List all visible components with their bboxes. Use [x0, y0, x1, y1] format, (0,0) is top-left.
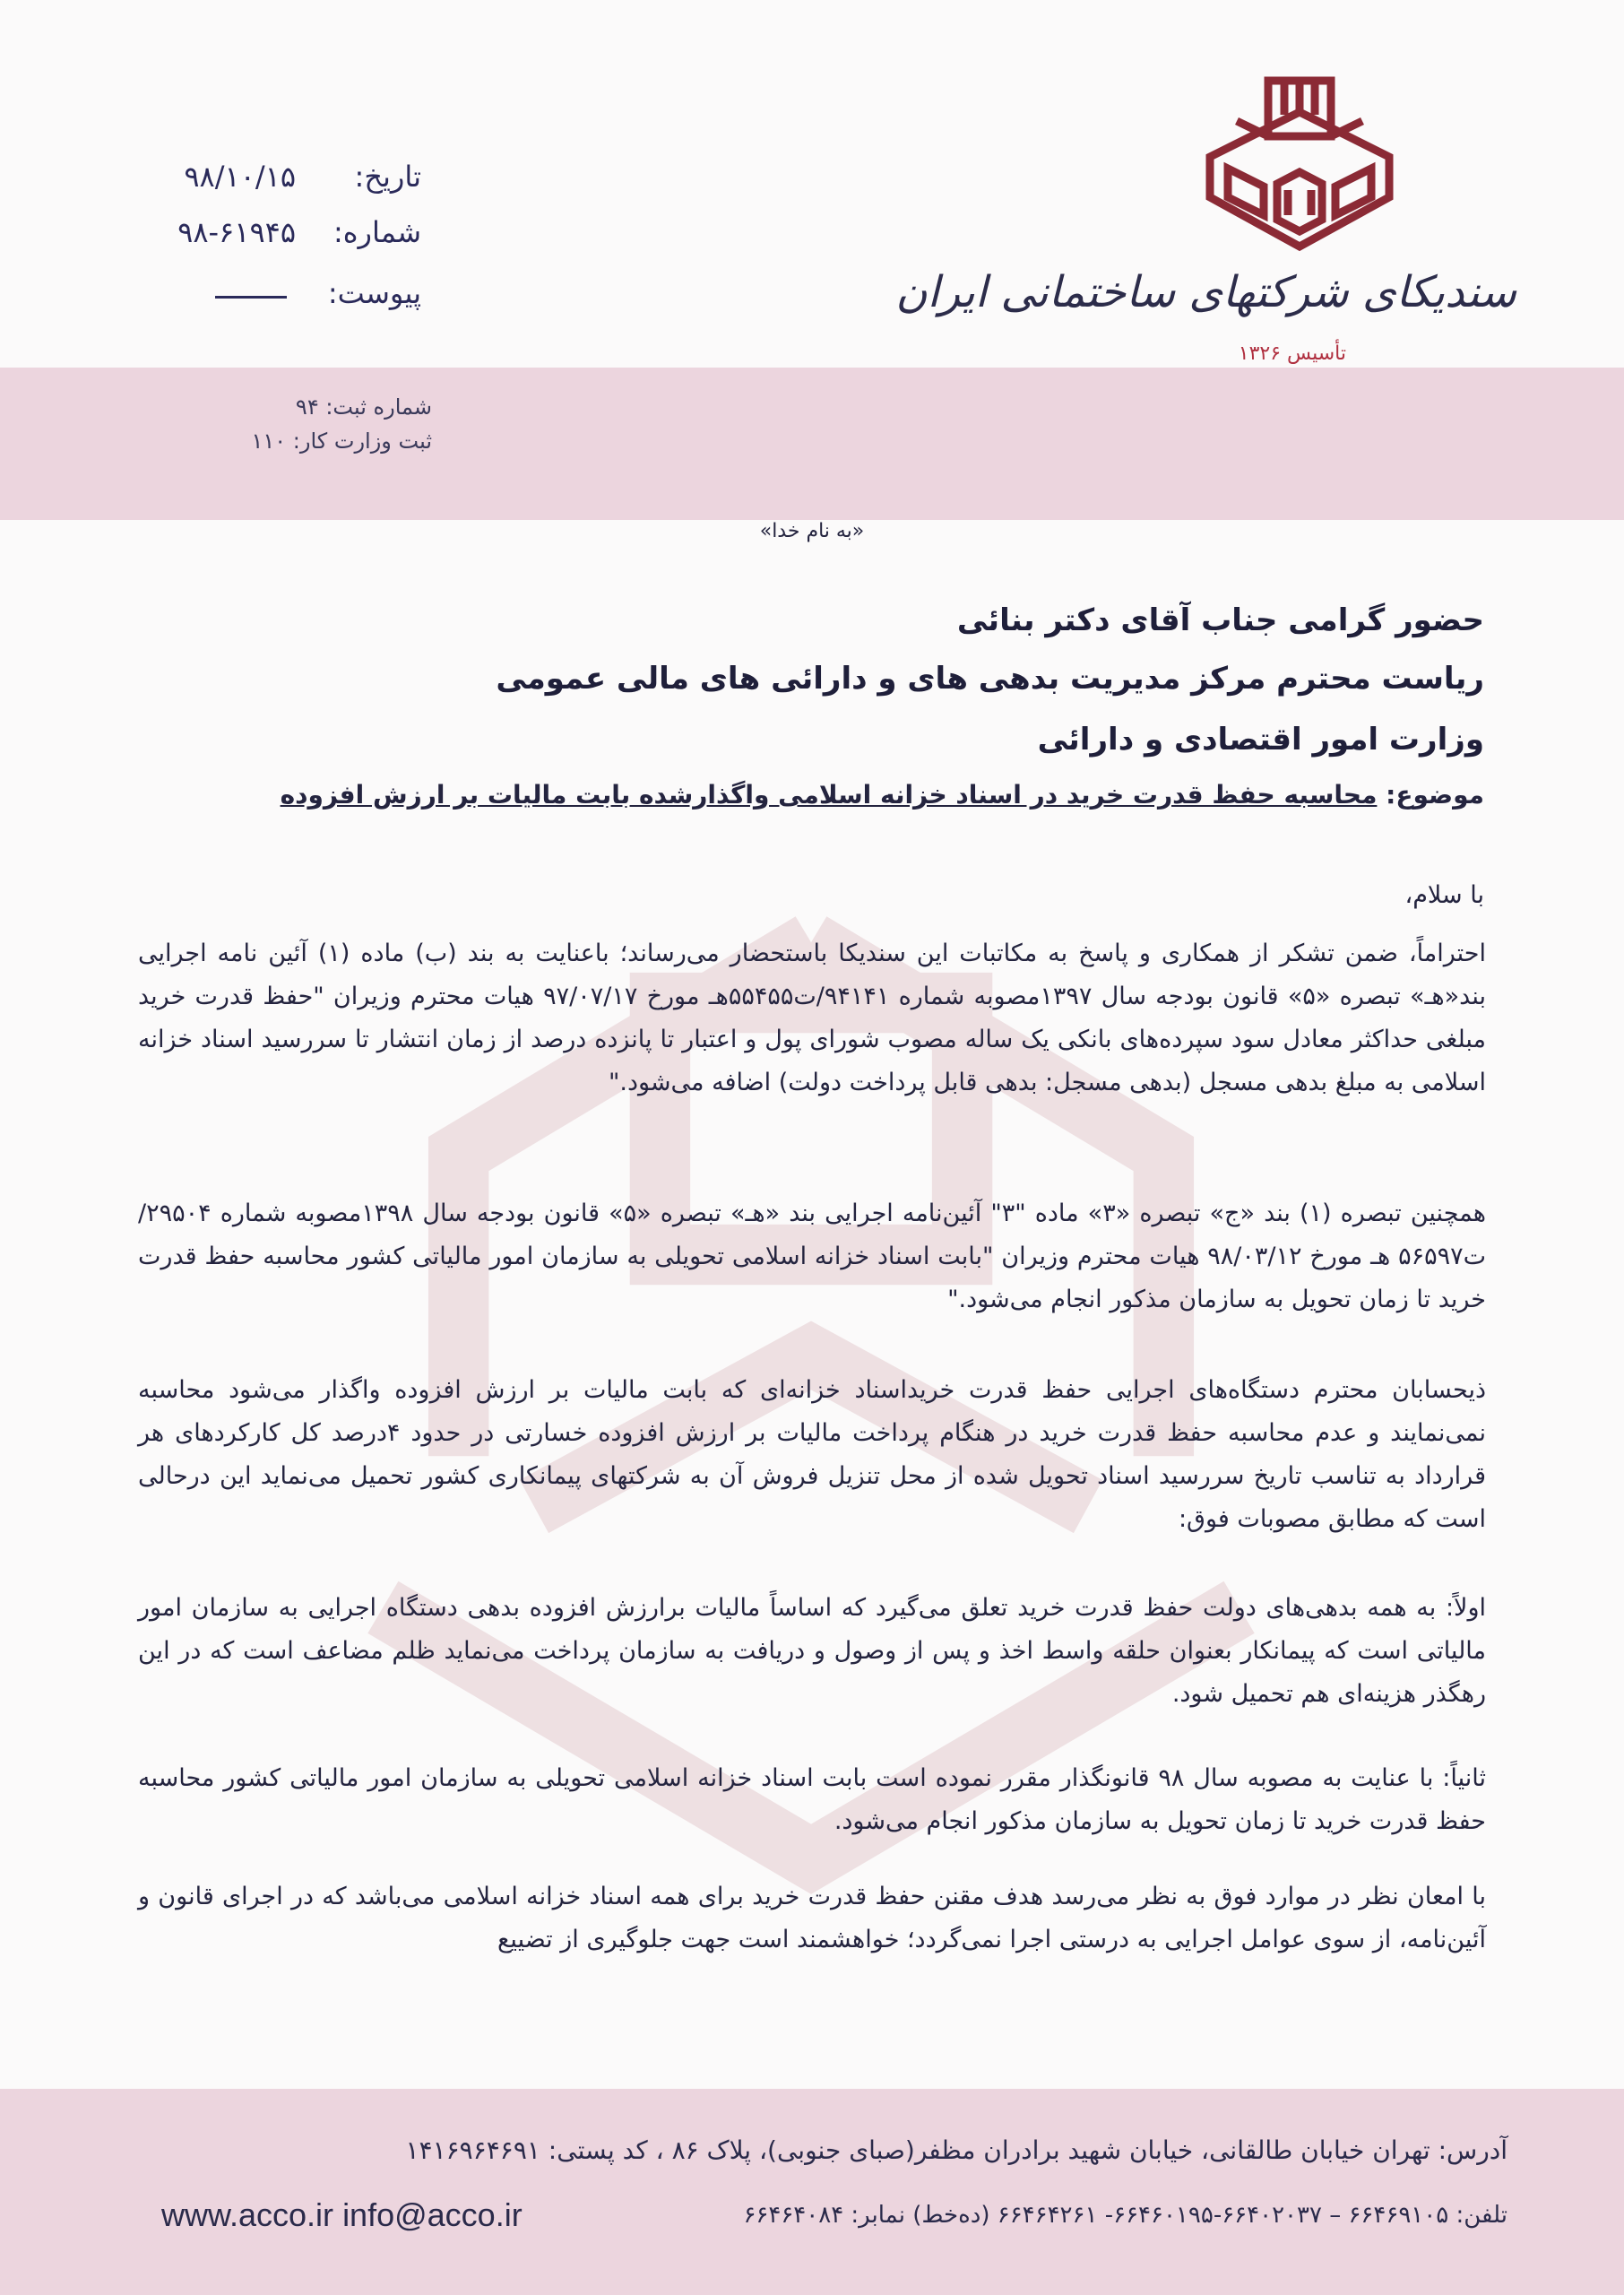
- paragraph-5: ثانیاً: با عنایت به مصوبه سال ۹۸ قانونگذار مقرر نموده است بابت اسناد خزانه اسلامی تحویلی به سازمان امور مالیاتی کشور محاسبه حفظ قدرت خرید تا زمان تحویل به سازمان مذکور انجام می‌شود.: [138, 1764, 1486, 1835]
- subject-line: [140, 780, 1484, 810]
- number-value: ۹۸-۶۱۹۴۵: [177, 215, 296, 249]
- paragraph-3: ذیحسابان محترم دستگاه‌های اجرایی حفظ قدرت خریداسناد خزانه‌ای که بابت مالیات بر ارزش افزوده واگذار می‌شود محاسبه نمی‌نمایند و عدم محاسبه حفظ قدرت خرید در هنگام پرداخت مالیات بر ارزش افزوده خسارتی در حدود ۴درصد کل کارکردهای هر قرارداد به تناسب تاریخ سررسید اسناد تحویل شده از محل تنزیل فروش آن به شرکتهای پیمانکاری کشور تحمیل می‌نماید این درحالی است که مطابق مصوبات فوق:: [138, 1376, 1486, 1533]
- subject-text: محاسبه حفظ قدرت خرید در اسناد خزانه اسلامی واگذارشده بابت مالیات بر ارزش افزوده: [280, 780, 1378, 810]
- date-value: ۹۸/۱۰/۱۵: [184, 160, 296, 194]
- date-label: تاریخ:: [354, 160, 421, 194]
- footer-phones: تلفن: ۶۶۴۶۹۱۰۵ – ۶۶۴۰۲۰۳۷-۶۶۴۶۰۱۹۵- ۶۶۴۶۴۲۶۱ (ده‌خط) نمابر: ۶۶۴۶۴۰۸۴: [743, 2202, 1507, 2229]
- recipient-line-3: وزارت امور اقتصادی و دارائی: [1037, 722, 1484, 758]
- header-band: [0, 368, 1624, 520]
- paragraph-2: همچنین تبصره (۱) بند «ج» تبصره «۳» ماده "۳" آئین‌نامه اجرایی بند «هـ» تبصره «۵» قانون بودجه سال ۱۳۹۸مصوبه شماره ۲۹۵۰۴/ت۵۶۵۹۷ هـ مورخ ۹۸/۰۳/۱۲ هیات محترم وزیران "بابت اسناد خزانه اسلامی تحویلی به سازمان امور مالیاتی کشور محاسبه حفظ قدرت خرید تا زمان تحویل به سازمان مذکور انجام می‌شود.": [138, 1199, 1486, 1313]
- paragraph-6: با امعان نظر در موارد فوق به نظر می‌رسد هدف مقنن حفظ قدرت خرید برای همه اسناد خزانه اسلامی می‌باشد که در اجرای قانون و آئین‌نامه، از سوی عوامل اجرایی به درستی اجرا نمی‌گردد؛ خواهشمند است جهت جلوگیری از تضییع: [138, 1883, 1486, 1953]
- syndicate-logo: [1196, 72, 1403, 260]
- organization-name: سندیکای شرکتهای ساختمانی ایران: [895, 267, 1516, 317]
- founded-year: تأسیس ۱۳۲۶: [1238, 342, 1346, 365]
- number-label: شماره:: [333, 215, 421, 249]
- subject-label: موضوع:: [1386, 780, 1484, 810]
- email-link[interactable]: info@acco.ir: [342, 2196, 523, 2233]
- footer-address: آدرس: تهران خیابان طالقانی، خیابان شهید برادران مظفر(صبای جنوبی)، پلاک ۸۶ ، کد پستی: ۱۴۱۶۹۶۴۶۹۱: [405, 2135, 1507, 2165]
- recipient-line-1: حضور گرامی جناب آقای دکتر بنائی: [956, 602, 1484, 638]
- paragraph-4: اولاً: به همه بدهی‌های دولت حفظ قدرت خرید تعلق می‌گیرد که اساساً مالیات برارزش افزوده بدهی دستگاه اجرایی به سازمان امور مالیاتی است که پیمانکار بعنوان حلقه واسط اخذ و پس از وصول و دریافت به سازمان پرداخت می‌نماید ظلم مضاعف است که در این رهگذر هزینه‌ای هم تحمیل شود.: [138, 1594, 1486, 1708]
- registration-number: شماره ثبت: ۹۴: [295, 394, 432, 420]
- website-link[interactable]: www.acco.ir: [161, 2196, 334, 2233]
- attachment-row: [134, 276, 421, 321]
- footer-web: [161, 2196, 523, 2234]
- ministry-registration: ثبت وزارت کار: ۱۱۰: [251, 429, 432, 454]
- invocation: «به نام خدا»: [759, 520, 865, 542]
- date-row: [134, 160, 421, 204]
- number-row: [134, 215, 421, 260]
- attachment-dash: [215, 296, 287, 299]
- recipient-line-2: ریاست محترم مرکز مدیریت بدهی های و دارائی های مالی عمومی: [496, 661, 1484, 697]
- greeting: با سلام،: [1404, 881, 1484, 909]
- attachment-label: پیوست:: [327, 276, 421, 310]
- paragraph-1: احتراماً، ضمن تشکر از همکاری و پاسخ به مکاتبات این سندیکا باستحضار می‌رساند؛ باعنایت به بند (ب) ماده (۱) آئین نامه اجرایی بند«هـ» تبصره «۵» قانون بودجه سال ۱۳۹۷مصوبه شماره ۹۴۱۴۱/ت۵۵۴۵۵هـ مورخ ۹۷/۰۷/۱۷ هیات محترم وزیران "حفظ قدرت خرید مبلغی حداکثر معادل سود سپرده‌های بانکی یک ساله مصوب شورای پول و اعتبار تا پانزده درصد از زمان انتشار تا سررسید اسناد خزانه اسلامی به مبلغ بدهی مسجل (بدهی مسجل: بدهی قابل پرداخت دولت) اضافه می‌شود.": [138, 940, 1486, 1096]
- footer-band: [0, 2089, 1624, 2295]
